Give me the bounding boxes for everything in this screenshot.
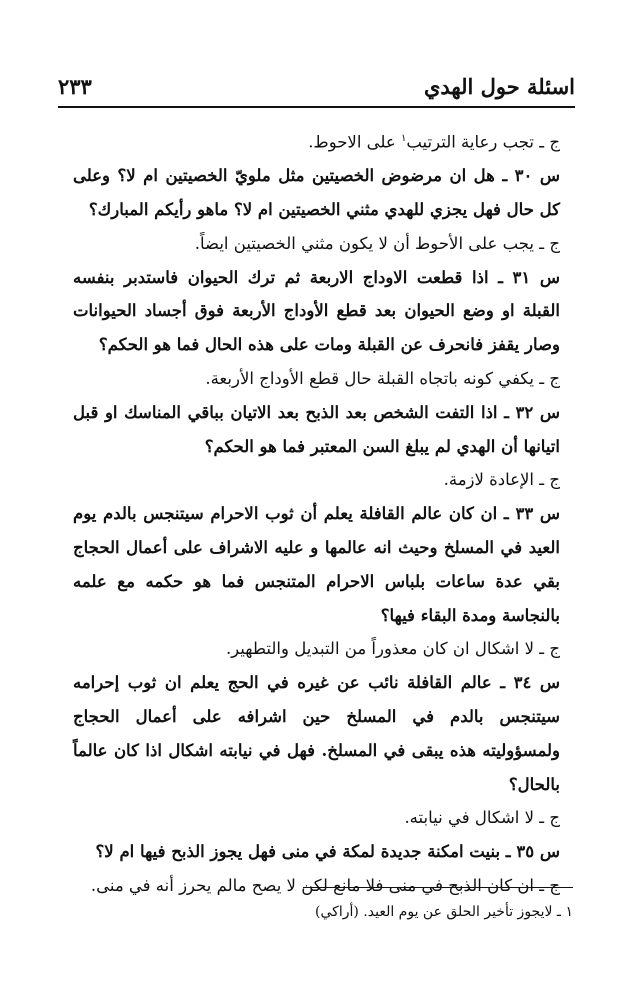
- answer-29: ج ـ تجب رعاية الترتيب$^١$ على الاحوط.: [308, 132, 560, 152]
- footnote-rule: [303, 887, 573, 888]
- question-32: س ٣٢ ـ اذا التفت الشخص بعد الذبح بعد الاتيان بباقي المناسك او قبل اتيانها أن الهدي لم يبلغ السن المعتبر فما هو الحكم؟: [73, 402, 561, 456]
- question-30: س ٣٠ ـ هل ان مرضوض الخصيتين مثل ملويّ الخصيتين ام لا؟ وعلى كل حال فهل يجزي للهدي مثني الخصيتين ام لا؟ ماهو رأيكم المبارك؟: [73, 166, 560, 220]
- answer-35: ج ـ ان كان الذبح في منى فلا مانع لكن لا يصح مالم يحرز أنه في منى.: [90, 876, 560, 896]
- page-body: [73, 122, 560, 903]
- question-35: س ٣٥ ـ بنيت امكنة جديدة لمكة في منى فهل يجوز الذبح فيها ام لا؟: [95, 842, 560, 862]
- page-number: ٢٣٣: [58, 73, 92, 99]
- answer-31: ج ـ يكفي كونه باتجاه القبلة حال قطع الأوداج الأربعة.: [205, 369, 560, 389]
- footnote-marker: ١: [400, 133, 407, 144]
- question-34: س ٣٤ ـ عالم القافلة نائب عن غيره في الحج يعلم ان ثوب إحرامه سيتنجس بالدم في المسلخ حين اشرافه على أعمال الحجاج ولمسؤوليته هذه يبقى في المسلخ. فهل في نيابته اشكال اذا كان عالماً بالحال؟: [73, 673, 561, 794]
- running-title: اسئلة حول الهدي: [423, 73, 575, 99]
- answer-30: ج ـ يجب على الأحوط أن لا يكون مثني الخصيتين ايضاً.: [194, 233, 560, 253]
- answer-34: ج ـ لا اشكال في نيابته.: [404, 808, 560, 828]
- header-rule: [58, 106, 575, 108]
- footnote: ١ ـ لايجوز تأخير الحلق عن يوم العيد. (أراكي): [315, 904, 573, 920]
- question-31: س ٣١ ـ اذا قطعت الاوداج الاربعة ثم ترك الحيوان فاستدبر بنفسه القبلة او وضع الحيوان بعد قطع الأوداج الأربعة فوق أجساد الحيوانات وصار يقفز فانحرف عن القبلة ومات على هذه الحال فما هو الحكم؟: [73, 267, 561, 355]
- question-33: س ٣٣ ـ ان كان عالم القافلة يعلم أن ثوب الاحرام سيتنجس بالدم يوم العيد في المسلخ وحيث انه عالمها و عليه الاشراف على أعمال الحجاج بقي عدة ساعات بلباس الاحرام المتنجس فما هو حكمه مع علمه بالنجاسة ومدة البقاء فيها؟: [73, 504, 561, 625]
- running-header: [58, 68, 575, 104]
- answer-32: ج ـ الإعادة لازمة.: [443, 470, 560, 490]
- answer-33: ج ـ لا اشكال ان كان معذوراً من التبديل والتطهير.: [225, 639, 560, 659]
